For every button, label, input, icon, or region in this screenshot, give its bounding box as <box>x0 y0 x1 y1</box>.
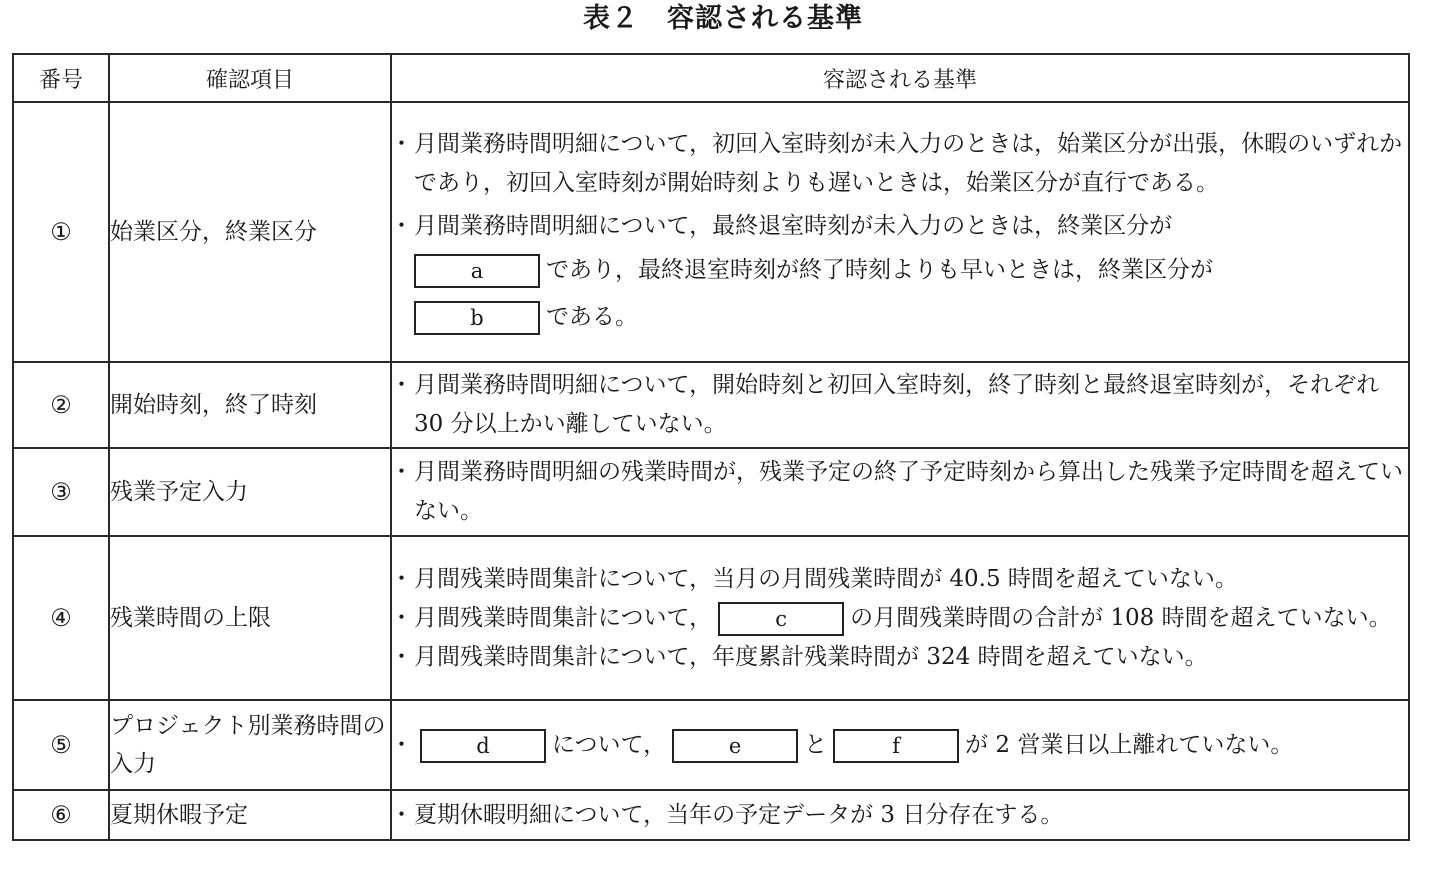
criteria-text: と <box>804 731 828 758</box>
blank-b: b <box>414 301 540 335</box>
blank-d: d <box>420 729 546 763</box>
criteria-text: であり，最終退室時刻が終了時刻よりも早いときは，終業区分が <box>546 256 1213 283</box>
table-row <box>13 536 1409 700</box>
table-row <box>13 362 1409 448</box>
row-number: ① <box>13 102 109 362</box>
header-criteria: 容認される基準 <box>391 54 1409 102</box>
criteria-bullet <box>392 599 1408 638</box>
criteria-bullet: ・ 月間業務時間明細について，開始時刻と初回入室時刻，終了時刻と最終退室時刻が，それぞれ 30 分以上かい離していない。 <box>392 366 1408 444</box>
row-criteria <box>391 102 1409 362</box>
row-criteria <box>391 362 1409 448</box>
table-row <box>13 790 1409 840</box>
row-item: 残業時間の上限 <box>109 536 391 700</box>
row-criteria <box>391 448 1409 536</box>
criteria-bullet: ・ 月間残業時間集計について，年度累計残業時間が 324 時間を超えていない。 <box>392 638 1408 677</box>
table-row <box>13 102 1409 362</box>
row-number: ④ <box>13 536 109 700</box>
table-row <box>13 448 1409 536</box>
criteria-bullet: ・ 月間業務時間明細の残業時間が，残業予定の終了予定時刻から算出した残業予定時間を超えていない。 <box>392 453 1408 531</box>
criteria-bullet: ・ 夏期休暇明細について，当年の予定データが 3 日分存在する。 <box>392 796 1408 835</box>
row-criteria <box>391 700 1409 790</box>
blank-a: a <box>414 254 540 288</box>
row-item: 始業区分，終業区分 <box>109 102 391 362</box>
row-criteria <box>391 790 1409 840</box>
blank-e: e <box>672 729 798 763</box>
criteria-text: 月間残業時間集計について， <box>414 604 713 631</box>
criteria-table <box>12 53 1410 841</box>
criteria-text: の月間残業時間の合計が 108 時間を超えていない。 <box>850 604 1392 631</box>
criteria-text: 月間業務時間明細について，最終退室時刻が未入力のときは，終業区分が <box>414 212 1173 239</box>
row-item: 残業予定入力 <box>109 448 391 536</box>
row-criteria <box>391 536 1409 700</box>
criteria-text: について， <box>552 731 667 758</box>
table-row <box>13 700 1409 790</box>
blank-c: c <box>718 602 844 636</box>
criteria-bullet: ・ 月間残業時間集計について，当月の月間残業時間が 40.5 時間を超えていない。 <box>392 560 1408 599</box>
table-title: 表２ 容認される基準 <box>583 3 863 34</box>
row-number: ⑥ <box>13 790 109 840</box>
row-number: ② <box>13 362 109 448</box>
row-number: ③ <box>13 448 109 536</box>
row-item: プロジェクト別業務時間の入力 <box>109 700 391 790</box>
header-number: 番号 <box>13 54 109 102</box>
criteria-bullet <box>392 207 1408 340</box>
row-item: 夏期休暇予定 <box>109 790 391 840</box>
criteria-bullet <box>392 726 1408 765</box>
blank-f: f <box>833 729 959 763</box>
criteria-text: が 2 営業日以上離れていない。 <box>965 731 1294 758</box>
header-row <box>13 54 1409 102</box>
row-item: 開始時刻，終了時刻 <box>109 362 391 448</box>
criteria-bullet: ・ 月間業務時間明細について，初回入室時刻が未入力のときは，始業区分が出張，休暇のいずれかであり，初回入室時刻が開始時刻よりも遅いときは，始業区分が直行である。 <box>392 125 1408 203</box>
header-item: 確認項目 <box>109 54 391 102</box>
criteria-text: である。 <box>546 303 638 330</box>
row-number: ⑤ <box>13 700 109 790</box>
